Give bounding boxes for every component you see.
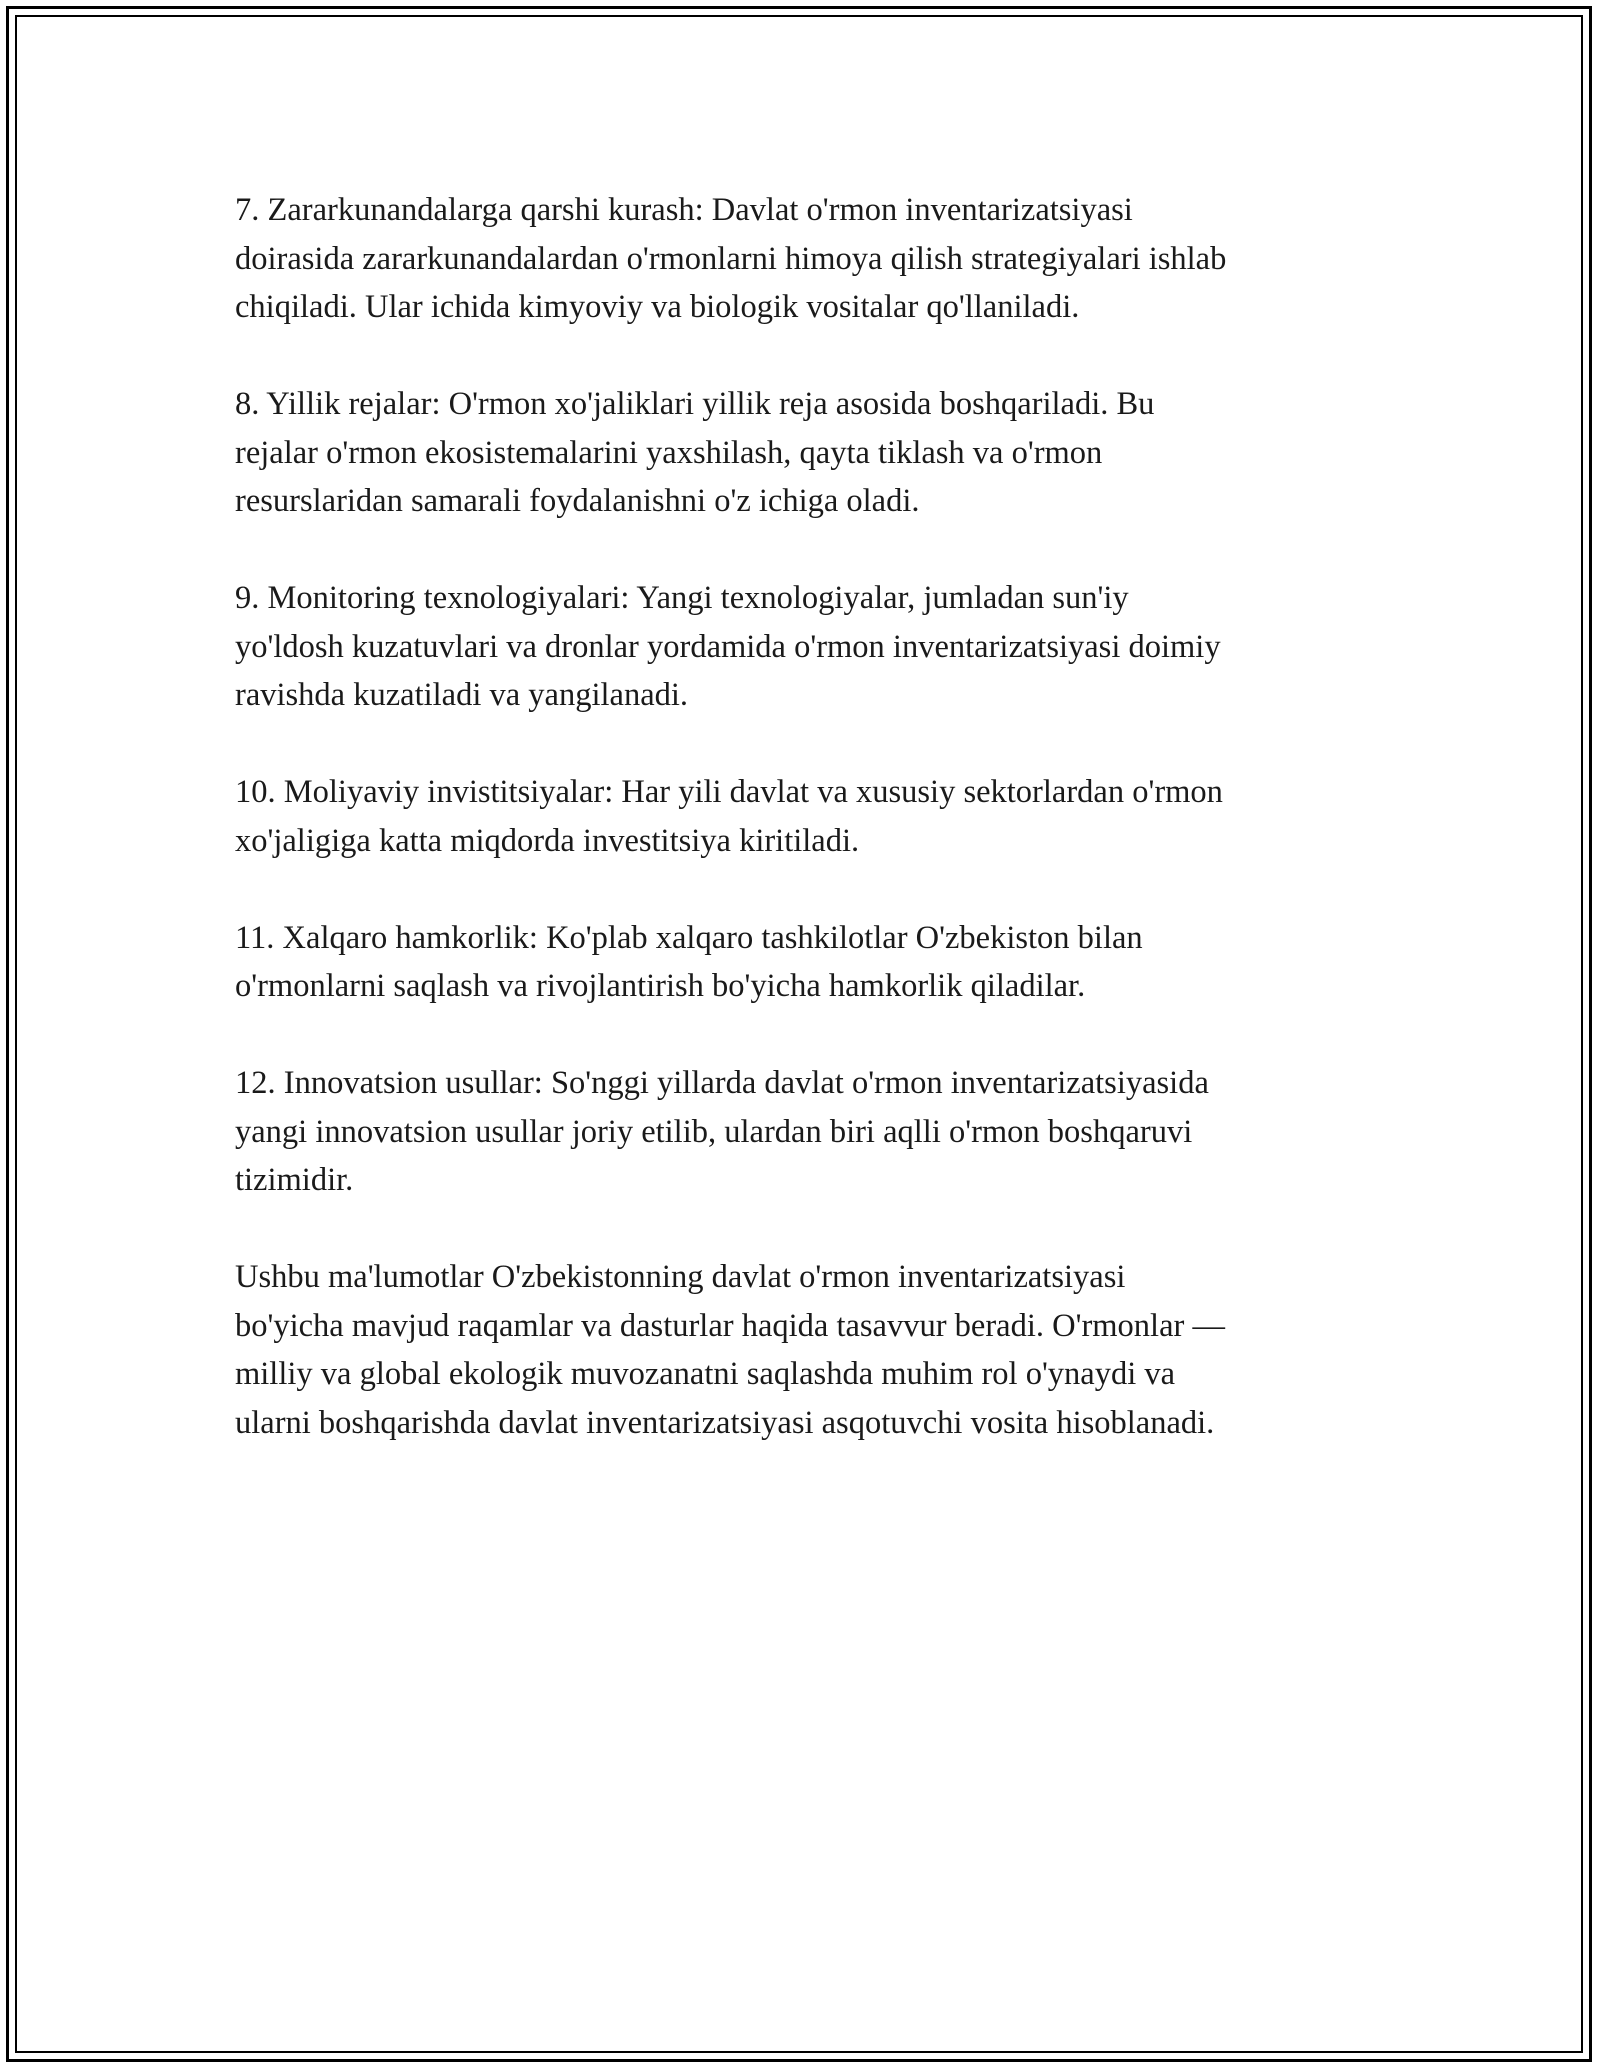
paragraph-item-11: 11. Xalqaro hamkorlik: Ko'plab xalqaro tashkilotlar O'zbekiston bilan o'rmonlarni saqlash va rivojlantirish bo'yicha hamkorlik qiladilar. [235, 919, 1143, 1004]
paragraph-item-8: 8. Yillik rejalar: O'rmon xo'jaliklari yillik reja asosida boshqariladi. Bu rejalar o'rmon ekosistemalarini yaxshilash, qayta tiklash va o'rmon resurslaridan samarali foydalanishni o'z ichiga oladi. [235, 386, 1155, 519]
paragraph-item-9: 9. Monitoring texnologiyalari: Yangi texnologiyalar, jumladan sun'iy yo'ldosh kuzatuvlari va dronlar yordamida o'rmon inventarizatsiyasi doimiy ravishda kuzatiladi va yangilanadi. [235, 580, 1221, 713]
paragraph-conclusion: Ushbu ma'lumotlar O'zbekistonning davlat o'rmon inventarizatsiyasi bo'yicha mavjud raqamlar va dasturlar haqida tasavvur beradi. O'rmonlar — milliy va global ekologik muvozanatni saqlashda muhim rol o'ynaydi va ularni boshqarishda davlat inventarizatsiyasi asqotuvchi vosita hisoblanadi. [235, 1259, 1225, 1441]
paragraph-item-12: 12. Innovatsion usullar: So'nggi yillarda davlat o'rmon inventarizatsiyasida yangi innovatsion usullar joriy etilib, ulardan biri aqlli o'rmon boshqaruvi tizimidir. [235, 1065, 1209, 1198]
paragraph-item-10: 10. Moliyaviy invistitsiyalar: Har yili davlat va xususiy sektorlardan o'rmon xo'jaligiga katta miqdorda investitsiya kiritiladi. [235, 774, 1223, 859]
paragraph-item-7: 7. Zararkunandalarga qarshi kurash: Davlat o'rmon inventarizatsiyasi doirasida zararkunandalardan o'rmonlarni himoya qilish strategiyalari ishlab chiqiladi. Ular ichida kimyoviy va biologik vositalar qo'llaniladi. [235, 192, 1227, 325]
document-body [235, 186, 1380, 1496]
